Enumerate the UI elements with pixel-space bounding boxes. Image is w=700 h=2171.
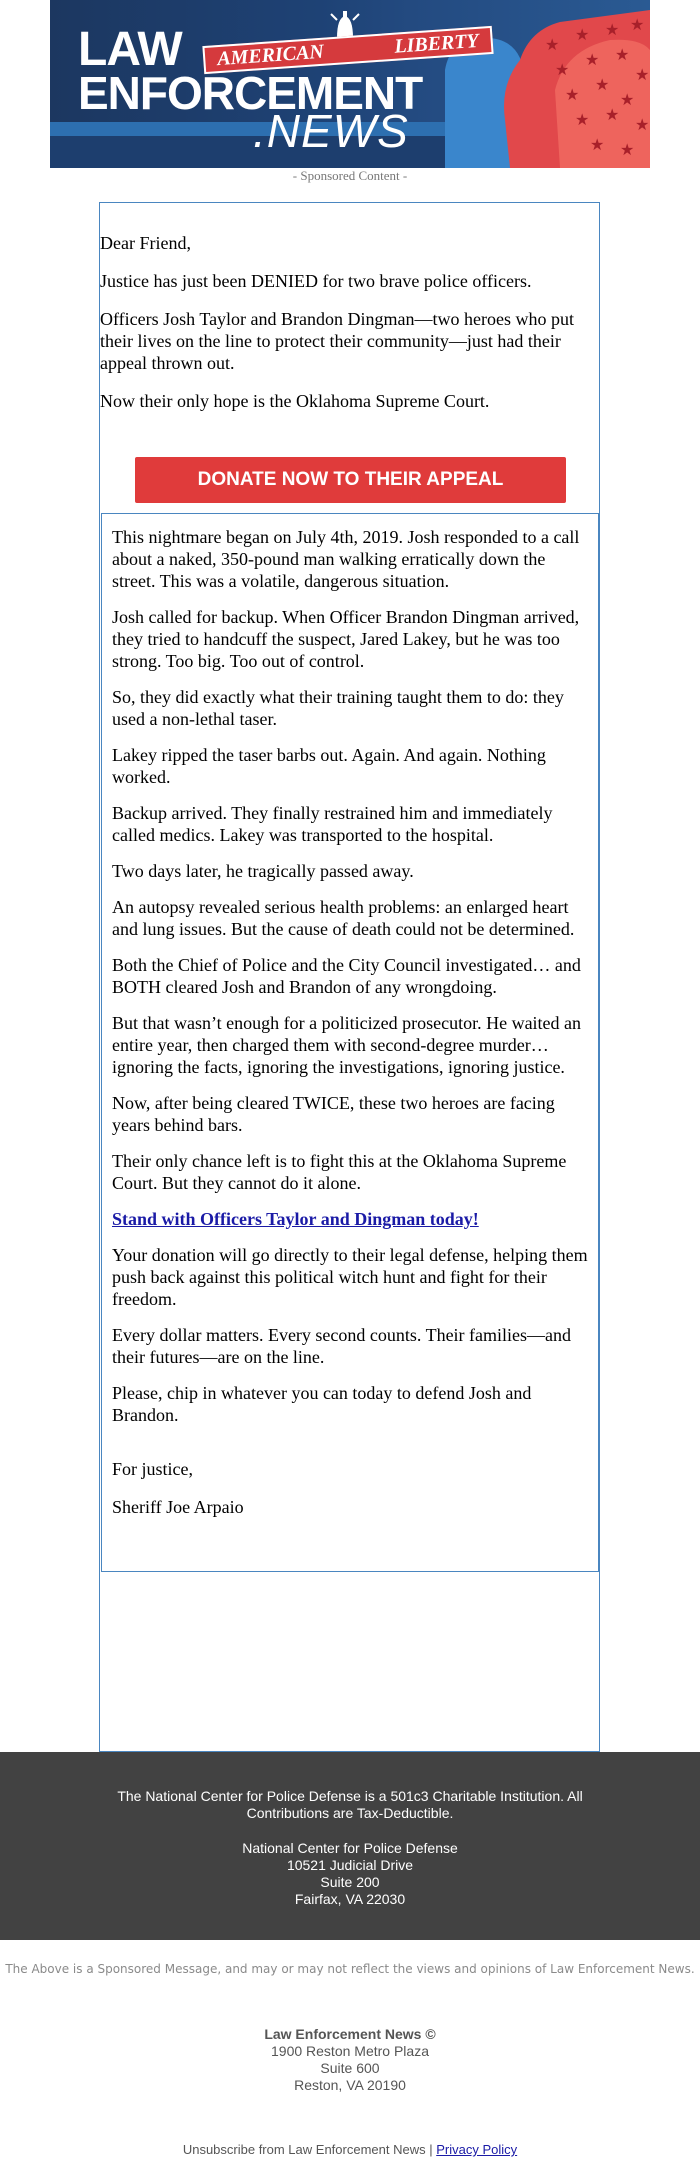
svg-text:★: ★: [575, 112, 590, 129]
greeting: Dear Friend,: [100, 233, 191, 253]
svg-text:★: ★: [545, 37, 560, 54]
publisher-block: [0, 2026, 700, 2094]
svg-text:★: ★: [620, 92, 635, 109]
logo-line-law: LAW: [78, 23, 182, 76]
svg-text:★: ★: [605, 22, 620, 39]
stand-with-officers-link[interactable]: Stand with Officers Taylor and Dingman today!: [112, 1209, 479, 1229]
svg-text:★: ★: [595, 77, 610, 94]
intro-paragraph: Officers Josh Taylor and Brandon Dingman—two heroes who put their lives on the line to protect their community—just had their appeal thrown out.: [100, 309, 574, 373]
story-paragraph: Josh called for backup. When Officer Brandon Dingman arrived, they tried to handcuff the suspect, Jared Lakey, but he was too strong. Too big. Too out of control.: [112, 607, 580, 671]
story-paragraph: Lakey ripped the taser barbs out. Again. And again. Nothing worked.: [112, 745, 546, 787]
ribbon-right: LIBERTY: [393, 29, 480, 58]
story-paragraph: Their only chance left is to fight this at the Oklahoma Supreme Court. But they cannot do it alone.: [112, 1151, 567, 1193]
svg-text:★: ★: [565, 87, 580, 104]
cta-paragraph: [112, 1208, 588, 1230]
separator: |: [429, 2142, 433, 2157]
publisher-name: Law Enforcement News ©: [264, 2026, 436, 2042]
story-paragraph: So, they did exactly what their training taught them to do: they used a non-lethal taser.: [112, 687, 564, 729]
unsubscribe-bar: [0, 2142, 700, 2157]
org-address-line: 10521 Judicial Drive: [286, 1857, 414, 1873]
intro-section: [100, 232, 598, 428]
svg-text:★: ★: [575, 27, 590, 44]
story-paragraph: Please, chip in whatever you can today to defend Josh and Brandon.: [112, 1383, 532, 1425]
unsubscribe-link[interactable]: Unsubscribe from Law Enforcement News: [182, 2142, 426, 2157]
tax-deductible-note: The National Center for Police Defense is a 501c3 Charitable Institution. All Contributions are Tax-Deductible.: [117, 1788, 583, 1821]
publisher-address-line: 1900 Reston Metro Plaza: [271, 2043, 429, 2059]
svg-text:★: ★: [620, 142, 635, 159]
org-name: National Center for Police Defense: [242, 1840, 458, 1856]
story-paragraph: But that wasn’t enough for a politicized prosecutor. He waited an entire year, then charged them with second-degree murder… ignoring the facts, ignoring the investigations, ignoring justice.: [112, 1013, 582, 1077]
story-paragraph: Both the Chief of Police and the City Council investigated… and BOTH cleared Josh and Brandon of any wrongdoing.: [112, 955, 581, 997]
story-paragraph: Your donation will go directly to their legal defense, helping them push back against this political witch hunt and fight for their freedom.: [112, 1245, 588, 1309]
ribbon-left: AMERICAN: [216, 40, 325, 70]
story-paragraph: An autopsy revealed serious health problems: an enlarged heart and lung issues. But the cause of death could not be determined.: [112, 897, 575, 939]
logo-line-enforcement: ENFORCEMENT: [78, 67, 423, 119]
svg-text:★: ★: [605, 107, 620, 124]
intro-paragraph: Justice has just been DENIED for two brave police officers.: [100, 271, 532, 291]
privacy-policy-link[interactable]: Privacy Policy: [436, 2142, 518, 2157]
org-address-line: Suite 200: [320, 1874, 380, 1890]
svg-text:★: ★: [635, 117, 650, 134]
sponsored-disclaimer: The Above is a Sponsored Message, and may or may not reflect the views and opinions of Law Enforcement News.: [5, 1962, 695, 1976]
story-paragraph: Two days later, he tragically passed away.: [112, 861, 414, 881]
signoff: For justice,: [112, 1459, 193, 1479]
svg-text:★: ★: [635, 67, 650, 84]
story-paragraph: Backup arrived. They finally restrained him and immediately called medics. Lakey was transported to the hospital.: [112, 803, 553, 845]
story-paragraph: This nightmare began on July 4th, 2019. Josh responded to a call about a naked, 350-pound man walking erratically down the street. This was a volatile, dangerous situation.: [112, 527, 580, 591]
sponsored-label: - Sponsored Content -: [292, 168, 408, 183]
svg-text:★: ★: [555, 62, 570, 79]
publisher-address-line: Suite 600: [320, 2060, 380, 2076]
org-address-line: Fairfax, VA 22030: [294, 1891, 406, 1907]
svg-text:★: ★: [615, 47, 630, 64]
svg-text:★: ★: [590, 137, 605, 154]
org-footer: [0, 1752, 700, 1940]
story-box: [101, 513, 599, 1572]
signature: Sheriff Joe Arpaio: [112, 1497, 244, 1517]
publisher-address-line: Reston, VA 20190: [294, 2077, 406, 2093]
story-paragraph: Now, after being cleared TWICE, these two heroes are facing years behind bars.: [112, 1093, 555, 1135]
story-paragraph: Every dollar matters. Every second counts. Their families—and their futures—are on the line.: [112, 1325, 572, 1367]
donate-button[interactable]: DONATE NOW TO THEIR APPEAL: [135, 457, 566, 503]
header-banner: [50, 0, 650, 168]
intro-paragraph: Now their only hope is the Oklahoma Supreme Court.: [100, 391, 490, 411]
svg-text:★: ★: [630, 17, 645, 34]
svg-text:★: ★: [585, 52, 600, 69]
logo-line-news: .NEWS: [253, 105, 409, 157]
